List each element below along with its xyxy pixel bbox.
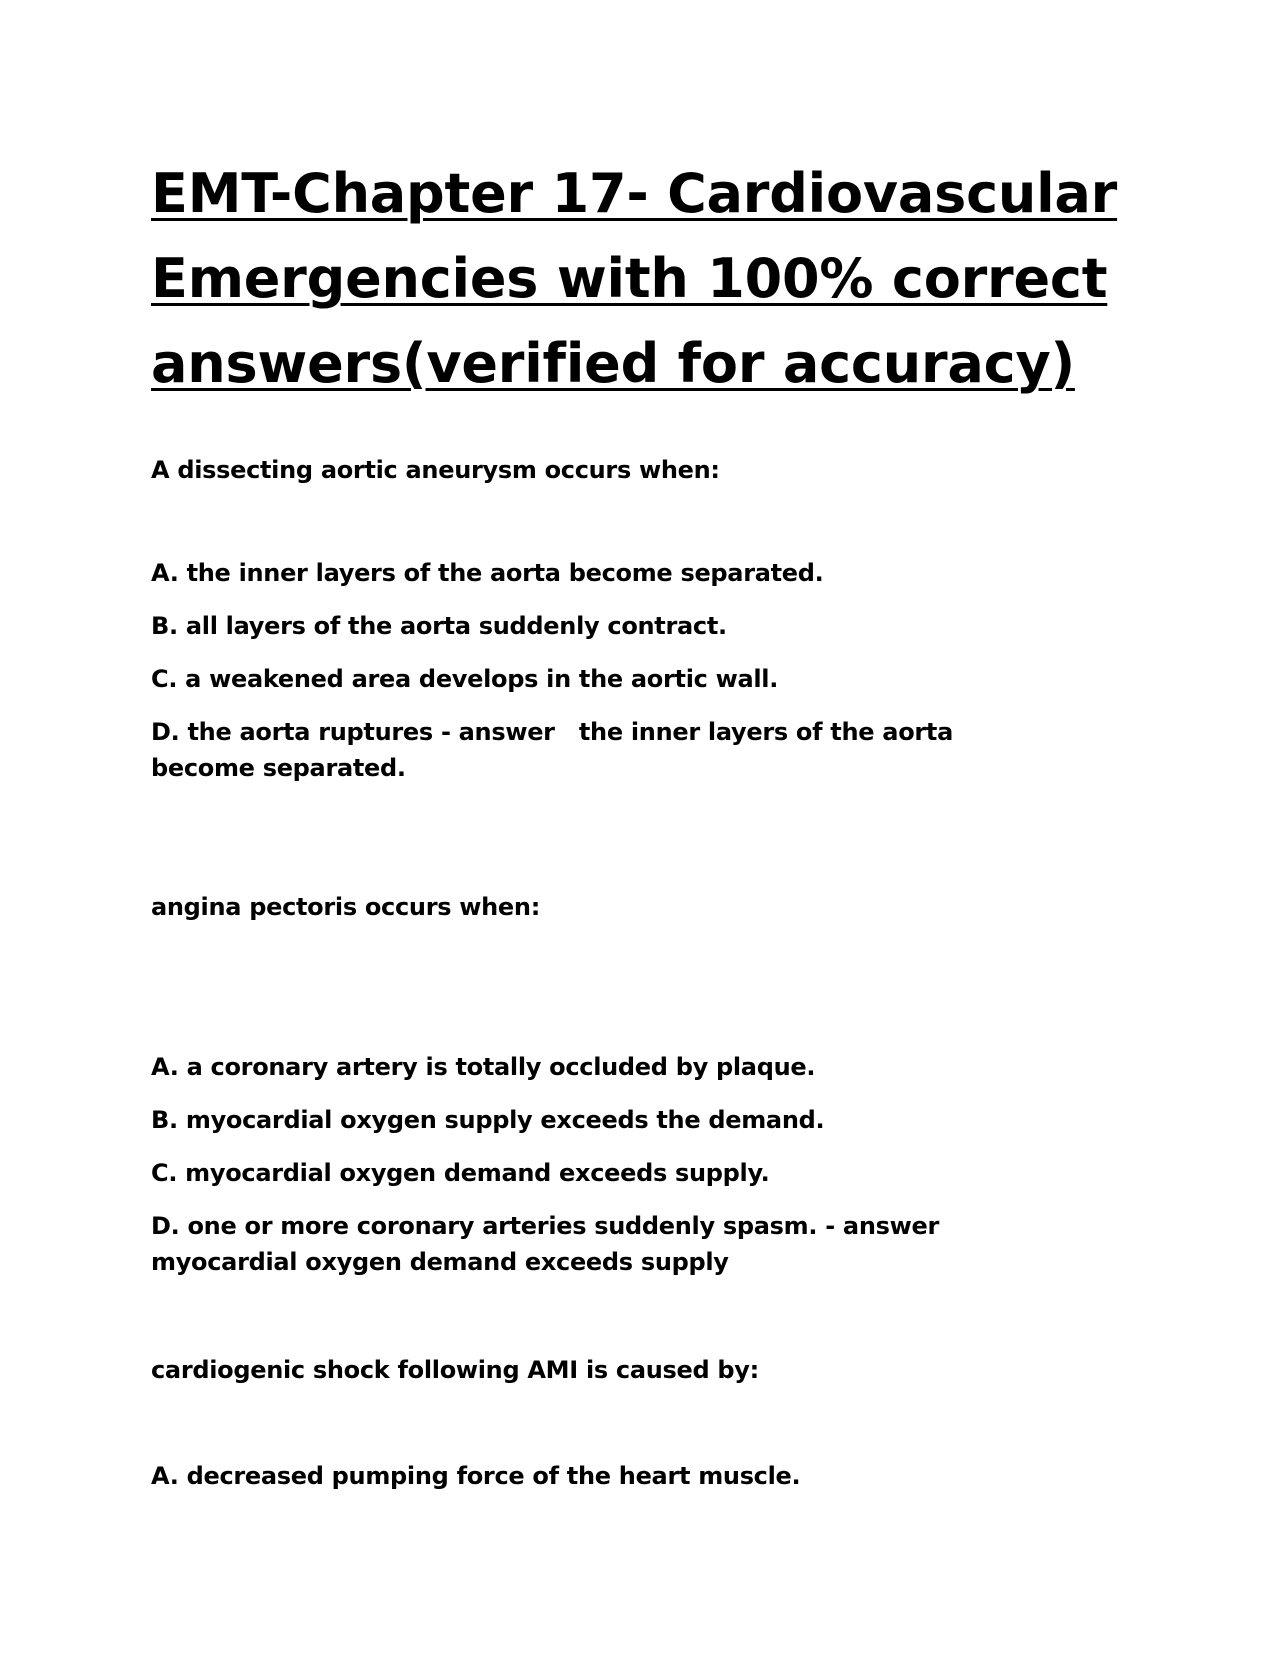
question-2-stem: angina pectoris occurs when: [151,893,540,921]
question-2-option-a: A. a coronary artery is totally occluded by plaque. [151,1053,816,1081]
document-title [151,151,1131,406]
title-line-3: answers(verified for accuracy) [151,332,1075,395]
title-line-2: Emergencies with 100% correct [151,247,1108,310]
title-line-1: EMT-Chapter 17- Cardiovascular [151,162,1118,225]
question-3-option-a: A. decreased pumping force of the heart muscle. [151,1462,801,1490]
question-2-option-c: C. myocardial oxygen demand exceeds supply. [151,1159,770,1187]
question-3-stem: cardiogenic shock following AMI is caused by: [151,1356,759,1384]
question-1-option-b: B. all layers of the aorta suddenly contract. [151,612,727,640]
question-2-option-d-answer: D. one or more coronary arteries suddenly spasm. - answer myocardial oxygen demand exceeds supply [151,1212,964,1276]
question-1-option-c: C. a weakened area develops in the aortic wall. [151,665,779,693]
question-1-stem: A dissecting aortic aneurysm occurs when: [151,456,720,484]
question-2-option-b: B. myocardial oxygen supply exceeds the demand. [151,1106,825,1134]
question-1-option-d-answer: D. the aorta ruptures - answer the inner layers of the aorta become separated. [151,718,962,782]
question-1-option-a: A. the inner layers of the aorta become separated. [151,559,824,587]
